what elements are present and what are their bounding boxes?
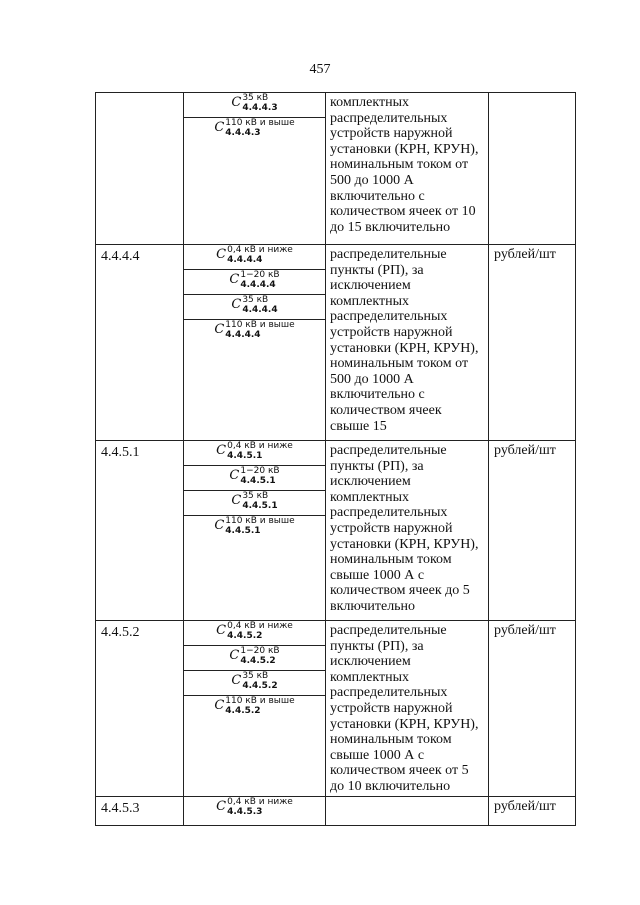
row-unit: рублей/шт: [489, 245, 576, 441]
row-code: [96, 93, 184, 245]
row-unit: [489, 93, 576, 245]
formula-subscript: 4.4.4.3: [242, 103, 278, 113]
formula: [184, 118, 325, 143]
formula: [184, 671, 325, 696]
formula: [184, 466, 325, 491]
formula-symbol: C: [231, 297, 242, 312]
formula-subscript: 4.4.4.4: [240, 280, 276, 290]
formula-subscript: 4.4.5.1: [242, 501, 278, 511]
formula-superscript: 1−20 кВ: [240, 270, 280, 280]
formula-subscript: 4.4.4.4: [242, 305, 278, 315]
formula-superscript: 0,4 кВ и ниже: [227, 245, 293, 255]
formula-subscript: 4.4.5.1: [240, 476, 276, 486]
formula: [184, 441, 325, 466]
tariff-table: [95, 92, 576, 826]
row-unit: рублей/шт: [489, 621, 576, 797]
formula: [184, 646, 325, 671]
formula: [184, 797, 325, 822]
formula: [184, 295, 325, 320]
formula: [184, 621, 325, 646]
formula-cell: [184, 93, 326, 245]
row-code: 4.4.4.4: [96, 245, 184, 441]
formula-symbol: C: [214, 698, 225, 713]
formula-symbol: C: [231, 95, 242, 110]
formula-superscript: 1−20 кВ: [240, 646, 280, 656]
formula-superscript: 0,4 кВ и ниже: [227, 797, 293, 807]
row-description: распределительные пункты (РП), за исключением комплектных распределительных устройств наружной установки (КРН, КРУН), номинальным током свыше 1000 А с количеством ячеек от 5 до 10 включительно: [326, 621, 489, 797]
row-unit: рублей/шт: [489, 441, 576, 621]
formula-symbol: C: [216, 247, 227, 262]
row-description: комплектных распределительных устройств наружной установки (КРН, КРУН), номинальным током от 500 до 1000 А включительно с количеством ячеек от 10 до 15 включительно: [326, 93, 489, 245]
formula-superscript: 1−20 кВ: [240, 466, 280, 476]
table-row: [96, 797, 576, 826]
table-row: [96, 621, 576, 797]
formula-superscript: 35 кВ: [242, 295, 269, 305]
row-code: 4.4.5.1: [96, 441, 184, 621]
row-code: 4.4.5.3: [96, 797, 184, 826]
formula-cell: [184, 245, 326, 441]
formula-subscript: 4.4.5.3: [227, 807, 263, 817]
formula-symbol: C: [231, 673, 242, 688]
formula-cell: [184, 621, 326, 797]
formula-symbol: C: [216, 799, 227, 814]
formula-superscript: 110 кВ и выше: [225, 118, 295, 128]
formula-symbol: C: [229, 272, 240, 287]
formula-superscript: 0,4 кВ и ниже: [227, 621, 293, 631]
formula-cell: [184, 797, 326, 826]
formula: [184, 696, 325, 721]
formula: [184, 516, 325, 541]
formula-symbol: C: [214, 322, 225, 337]
row-description: распределительные пункты (РП), за исключением комплектных распределительных устройств наружной установки (КРН, КРУН), номинальным током от 500 до 1000 А включительно с количеством ячеек свыше 15: [326, 245, 489, 441]
table-row: [96, 245, 576, 441]
formula-superscript: 0,4 кВ и ниже: [227, 441, 293, 451]
formula-symbol: C: [214, 120, 225, 135]
formula-superscript: 35 кВ: [242, 93, 269, 103]
row-description: [326, 797, 489, 826]
formula-subscript: 4.4.5.2: [240, 656, 276, 666]
formula-subscript: 4.4.5.1: [227, 451, 263, 461]
formula: [184, 320, 325, 345]
formula-symbol: C: [229, 468, 240, 483]
formula-subscript: 4.4.5.1: [225, 526, 261, 536]
formula-subscript: 4.4.4.3: [225, 128, 261, 138]
formula-symbol: C: [216, 443, 227, 458]
formula-superscript: 35 кВ: [242, 671, 269, 681]
formula-superscript: 110 кВ и выше: [225, 516, 295, 526]
row-code: 4.4.5.2: [96, 621, 184, 797]
formula: [184, 245, 325, 270]
formula-subscript: 4.4.4.4: [225, 330, 261, 340]
formula-subscript: 4.4.5.2: [227, 631, 263, 641]
formula-subscript: 4.4.5.2: [225, 706, 261, 716]
formula-symbol: C: [216, 623, 227, 638]
formula-superscript: 35 кВ: [242, 491, 269, 501]
page-number: 457: [309, 62, 331, 77]
formula-symbol: C: [214, 518, 225, 533]
formula: [184, 270, 325, 295]
table-row: [96, 93, 576, 245]
formula: [184, 93, 325, 118]
table-row: [96, 441, 576, 621]
formula-superscript: 110 кВ и выше: [225, 320, 295, 330]
formula-subscript: 4.4.4.4: [227, 255, 263, 265]
row-unit: рублей/шт: [489, 797, 576, 826]
formula: [184, 491, 325, 516]
formula-symbol: C: [229, 648, 240, 663]
row-description: распределительные пункты (РП), за исключением комплектных распределительных устройств наружной установки (КРН, КРУН), номинальным током свыше 1000 А с количеством ячеек до 5 включительно: [326, 441, 489, 621]
formula-superscript: 110 кВ и выше: [225, 696, 295, 706]
formula-symbol: C: [231, 493, 242, 508]
formula-subscript: 4.4.5.2: [242, 681, 278, 691]
formula-cell: [184, 441, 326, 621]
